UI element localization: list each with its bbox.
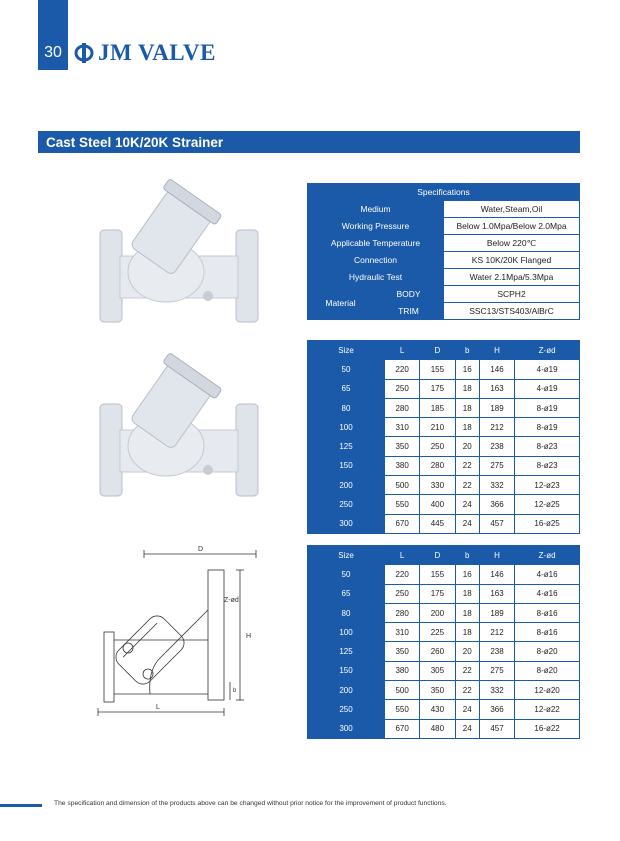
section-title-bar	[38, 131, 580, 153]
table-row	[308, 514, 580, 533]
drawing-label-b: b	[233, 688, 237, 694]
page-number: 30	[44, 44, 62, 61]
table-row	[308, 476, 580, 495]
spec-label: Connection	[308, 252, 444, 269]
table-row	[308, 495, 580, 514]
table-cell: 146	[479, 565, 514, 584]
table-cell: 12-ø23	[515, 476, 580, 495]
spec-value: Water,Steam,Oil	[444, 201, 580, 218]
jm-logo-icon	[74, 42, 94, 64]
spec-value: Below 1.0Mpa/Below 2.0Mpa	[444, 218, 580, 235]
table-row	[308, 437, 580, 456]
table-cell: 12-ø22	[515, 700, 580, 719]
table-cell: 20	[455, 437, 479, 456]
table-cell: 18	[455, 418, 479, 437]
spec-row	[308, 269, 580, 286]
table-cell: 24	[455, 514, 479, 533]
table-row	[308, 700, 580, 719]
table-cell: 220	[385, 565, 420, 584]
spec-row	[308, 286, 580, 303]
table-cell: 18	[455, 603, 479, 622]
table-cell: 350	[420, 681, 455, 700]
table-cell: 380	[385, 456, 420, 475]
table-row	[308, 360, 580, 379]
column-header: H	[479, 341, 514, 360]
column-header: H	[479, 546, 514, 565]
table-cell: 8-ø20	[515, 642, 580, 661]
table-cell: 4-ø19	[515, 360, 580, 379]
table-cell: 18	[455, 584, 479, 603]
size-cell: 50	[308, 565, 385, 584]
column-header: Size	[308, 341, 385, 360]
table-row	[308, 603, 580, 622]
size-cell: 50	[308, 360, 385, 379]
table-row	[308, 719, 580, 738]
table-cell: 212	[479, 418, 514, 437]
table-cell: 146	[479, 360, 514, 379]
size-cell: 150	[308, 661, 385, 680]
spec-value: KS 10K/20K Flanged	[444, 252, 580, 269]
table-cell: 22	[455, 476, 479, 495]
drawing-label-h: H	[246, 633, 252, 640]
table-cell: 8-ø16	[515, 603, 580, 622]
table-cell: 250	[385, 379, 420, 398]
table-cell: 670	[385, 514, 420, 533]
footer-accent-line	[0, 804, 42, 807]
size-cell: 250	[308, 495, 385, 514]
table-row	[308, 456, 580, 475]
specifications-table	[307, 183, 580, 320]
table-cell: 238	[479, 437, 514, 456]
table-cell: 22	[455, 456, 479, 475]
table-cell: 24	[455, 700, 479, 719]
table-row	[308, 642, 580, 661]
table-cell: 260	[420, 642, 455, 661]
size-cell: 80	[308, 398, 385, 417]
table-cell: 4-ø16	[515, 565, 580, 584]
table-row	[308, 565, 580, 584]
table-cell: 280	[385, 603, 420, 622]
table-cell: 22	[455, 681, 479, 700]
table-cell: 250	[385, 584, 420, 603]
table-cell: 220	[385, 360, 420, 379]
spec-value: Below 220℃	[444, 235, 580, 252]
size-cell: 125	[308, 642, 385, 661]
spec-row	[308, 218, 580, 235]
table-row	[308, 623, 580, 642]
size-cell: 200	[308, 681, 385, 700]
table-cell: 16	[455, 360, 479, 379]
spec-label: Medium	[308, 201, 444, 218]
table-cell: 250	[420, 437, 455, 456]
spec-row	[308, 235, 580, 252]
table-cell: 380	[385, 661, 420, 680]
size-cell: 65	[308, 584, 385, 603]
material-part-label: TRIM	[374, 303, 444, 320]
table-cell: 8-ø23	[515, 456, 580, 475]
table-cell: 24	[455, 495, 479, 514]
table-cell: 8-ø19	[515, 418, 580, 437]
size-cell: 125	[308, 437, 385, 456]
table-row	[308, 584, 580, 603]
table-cell: 24	[455, 719, 479, 738]
table-cell: 350	[385, 437, 420, 456]
column-header: Size	[308, 546, 385, 565]
size-cell: 300	[308, 719, 385, 738]
material-part-label: BODY	[374, 286, 444, 303]
table-cell: 332	[479, 681, 514, 700]
table-cell: 12-ø25	[515, 495, 580, 514]
table-cell: 238	[479, 642, 514, 661]
table-cell: 310	[385, 623, 420, 642]
table-cell: 4-ø16	[515, 584, 580, 603]
table-cell: 280	[385, 398, 420, 417]
size-cell: 100	[308, 418, 385, 437]
table-cell: 225	[420, 623, 455, 642]
drawing-label-d: D	[198, 546, 204, 553]
table-cell: 330	[420, 476, 455, 495]
table-cell: 670	[385, 719, 420, 738]
table-cell: 8-ø19	[515, 398, 580, 417]
table-cell: 212	[479, 623, 514, 642]
size-cell: 100	[308, 623, 385, 642]
table-row	[308, 418, 580, 437]
table-cell: 163	[479, 584, 514, 603]
table-cell: 18	[455, 623, 479, 642]
column-header: D	[420, 341, 455, 360]
table-cell: 457	[479, 514, 514, 533]
table-row	[308, 661, 580, 680]
table-cell: 12-ø20	[515, 681, 580, 700]
table-cell: 189	[479, 398, 514, 417]
spec-label: Applicable Temperature	[308, 235, 444, 252]
column-header: L	[385, 546, 420, 565]
material-label: Material	[308, 286, 374, 320]
table-cell: 175	[420, 584, 455, 603]
table-cell: 500	[385, 681, 420, 700]
table-cell: 550	[385, 495, 420, 514]
strainer-dimension-drawing	[90, 540, 270, 722]
column-header: b	[455, 546, 479, 565]
size-cell: 150	[308, 456, 385, 475]
table-cell: 189	[479, 603, 514, 622]
spec-value: Water 2.1Mpa/5.3Mpa	[444, 269, 580, 286]
table-row	[308, 681, 580, 700]
table-row	[308, 379, 580, 398]
table-cell: 430	[420, 700, 455, 719]
dimension-table-20k	[307, 545, 580, 739]
dimension-table-10k	[307, 340, 580, 534]
table-cell: 16	[455, 565, 479, 584]
table-cell: 18	[455, 398, 479, 417]
table-cell: 155	[420, 565, 455, 584]
table-cell: 400	[420, 495, 455, 514]
table-cell: 200	[420, 603, 455, 622]
drawing-label-zd: Z-ød	[224, 597, 239, 604]
table-cell: 275	[479, 661, 514, 680]
table-cell: 275	[479, 456, 514, 475]
table-cell: 155	[420, 360, 455, 379]
size-cell: 200	[308, 476, 385, 495]
table-cell: 16-ø22	[515, 719, 580, 738]
table-cell: 22	[455, 661, 479, 680]
table-cell: 185	[420, 398, 455, 417]
table-header-row	[308, 546, 580, 565]
brand-name: JM VALVE	[98, 40, 216, 65]
column-header: Z-ød	[515, 546, 580, 565]
spec-row	[308, 201, 580, 218]
size-cell: 250	[308, 700, 385, 719]
table-cell: 305	[420, 661, 455, 680]
table-cell: 366	[479, 495, 514, 514]
table-cell: 163	[479, 379, 514, 398]
table-cell: 16-ø25	[515, 514, 580, 533]
table-cell: 8-ø16	[515, 623, 580, 642]
column-header: Z-ød	[515, 341, 580, 360]
table-cell: 20	[455, 642, 479, 661]
table-cell: 550	[385, 700, 420, 719]
table-row	[308, 398, 580, 417]
table-cell: 310	[385, 418, 420, 437]
table-cell: 210	[420, 418, 455, 437]
section-title: Cast Steel 10K/20K Strainer	[46, 134, 224, 150]
table-cell: 366	[479, 700, 514, 719]
spec-label: Working Pressure	[308, 218, 444, 235]
column-header: L	[385, 341, 420, 360]
strainer-photo-10k	[96, 178, 266, 328]
brand-logo	[74, 40, 216, 66]
table-header-row	[308, 341, 580, 360]
table-cell: 332	[479, 476, 514, 495]
table-cell: 4-ø19	[515, 379, 580, 398]
table-cell: 280	[420, 456, 455, 475]
drawing-label-l: L	[156, 704, 160, 711]
table-cell: 175	[420, 379, 455, 398]
table-cell: 350	[385, 642, 420, 661]
material-part-value: SSC13/STS403/AlBrC	[444, 303, 580, 320]
table-cell: 18	[455, 379, 479, 398]
table-cell: 8-ø23	[515, 437, 580, 456]
material-part-value: SCPH2	[444, 286, 580, 303]
column-header: D	[420, 546, 455, 565]
strainer-photo-20k	[96, 352, 266, 502]
size-cell: 65	[308, 379, 385, 398]
size-cell: 80	[308, 603, 385, 622]
table-cell: 480	[420, 719, 455, 738]
table-cell: 445	[420, 514, 455, 533]
table-cell: 8-ø20	[515, 661, 580, 680]
spec-row	[308, 252, 580, 269]
footer-disclaimer: The specification and dimension of the products above can be changed without prior notice for the improvement of product functions.	[54, 800, 447, 807]
column-header: b	[455, 341, 479, 360]
size-cell: 300	[308, 514, 385, 533]
specifications-header: Specifications	[308, 184, 580, 201]
table-cell: 500	[385, 476, 420, 495]
table-cell: 457	[479, 719, 514, 738]
spec-label: Hydraulic Test	[308, 269, 444, 286]
